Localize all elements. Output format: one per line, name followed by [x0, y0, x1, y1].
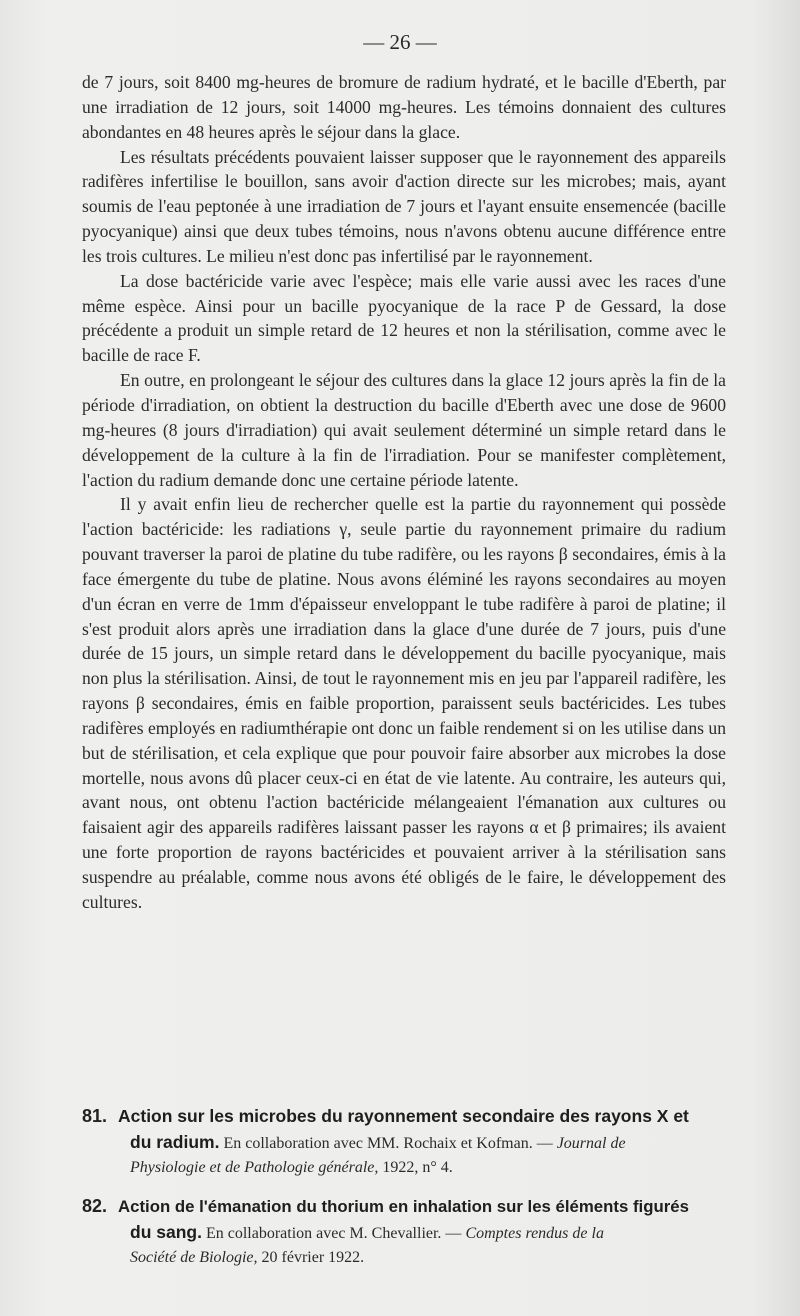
reference-item [82, 1194, 730, 1270]
reference-collab: En collaboration avec M. Chevallier. — [205, 1225, 462, 1242]
paragraph: La dose bactéricide varie avec l'espèce; mais elle varie aussi avec les races d'une même espèce. Ainsi pour un bacille pyocyanique de la race P de Gessard, la dose précédente a produit un simple retard de 12 heures et non la stérilisation, comme avec le bacille de race F. [82, 270, 726, 366]
reference-date: 20 février 1922. [261, 1249, 365, 1266]
reference-title: Action sur les microbes du rayonnement secondaire des rayons X et [118, 1106, 689, 1126]
paragraph: de 7 jours, soit 8400 mg-heures de bromure de radium hydraté, et le bacille d'Eberth, par une irradiation de 12 jours, soit 14000 mg-heures. Les témoins donnaient des cultures abondantes en 48 heures après le séjour dans la glace. [82, 72, 726, 142]
paragraph: En outre, en prolongeant le séjour des cultures dans la glace 12 jours après la fin de la période d'irradiation, on obtient la destruction du bacille d'Eberth avec une dose de 9600 mg-heures (8 jours d'irradiation) qui avait seulement déterminé un simple retard dans le développement de la culture à la fin de l'irradiation. Pour se manifester complètement, l'action du radium demande donc une certaine période latente. [82, 370, 726, 490]
body-text [82, 70, 726, 915]
reference-journal-cont: Société de Biologie, [130, 1249, 258, 1266]
reference-title-cont: du radium. [130, 1132, 220, 1152]
paragraph: Les résultats précédents pouvaient laisser supposer que le rayonnement des appareils radifères infertilise le bouillon, sans avoir d'action directe sur les microbes; mais, ayant soumis de l'eau peptonée à une irradiation de 7 jours et l'ayant ensuite ensemencée (bacille pyocyanique) ainsi que deux tubes témoins, nous n'avons obtenu aucune différence entre les trois cultures. Le milieu n'est donc pas infertilisé par le rayonnement. [82, 146, 726, 266]
reference-date: 1922, n° 4. [382, 1159, 453, 1176]
reference-collab: En collaboration avec MM. Rochaix et Kofman. — [223, 1135, 553, 1152]
reference-journal: Comptes rendus de la [465, 1225, 604, 1242]
reference-title-cont: du sang. [130, 1222, 202, 1242]
paragraph: Il y avait enfin lieu de rechercher quelle est la partie du rayonnement qui possède l'action bactéricide: les radiations γ, seule partie du rayonnement primaire du radium pouvant traverser la paroi de platine du tube radifère, ou les rayons β secondaires, émis à la face émergente du tube de platine. Nous avons éléminé les rayons secondaires au moyen d'un écran en verre de 1mm d'épaisseur enveloppant le tube radifère à paroi de platine; il s'est produit alors après une irradiation dans la glace d'une durée de 7 jours, puis d'une durée de 15 jours, un simple retard dans le développement du bacille pyocyanique, mais non plus la stérilisation. Ainsi, de tout le rayonnement mis en jeu par l'appareil radifère, les rayons β secondaires, émis en faible proportion, paraissent seuls bactéricides. Les tubes radifères employés en radiumthérapie ont donc un faible rendement si on les utilise dans un but de stérilisation, et cela explique que pour pouvoir faire absorber aux microbes la dose mortelle, nous avons dû placer ceux-ci en état de vie latente. Au contraire, les auteurs qui, avant nous, ont obtenu l'action bactéricide mélangeaient l'émanation aux cultures ou faisaient agir des appareils radifères laissant passer les rayons α et β primaires; ils avaient une forte proportion de rayons bactéricides et pouvaient arriver à la stérilisation sans suspendre au préalable, comme nous avons été obligés de le faire, le développement des cultures. [82, 494, 726, 912]
page-number: — 26 — [363, 30, 437, 54]
reference-item [82, 1104, 730, 1180]
reference-journal: Journal de [556, 1135, 626, 1152]
reference-number: 81. [82, 1106, 108, 1126]
reference-number: 82. [82, 1196, 108, 1216]
reference-list [82, 1104, 730, 1284]
reference-journal-cont: Physiologie et de Pathologie générale, [130, 1159, 379, 1176]
reference-title: Action de l'émanation du thorium en inhalation sur les éléments figurés [118, 1197, 689, 1216]
